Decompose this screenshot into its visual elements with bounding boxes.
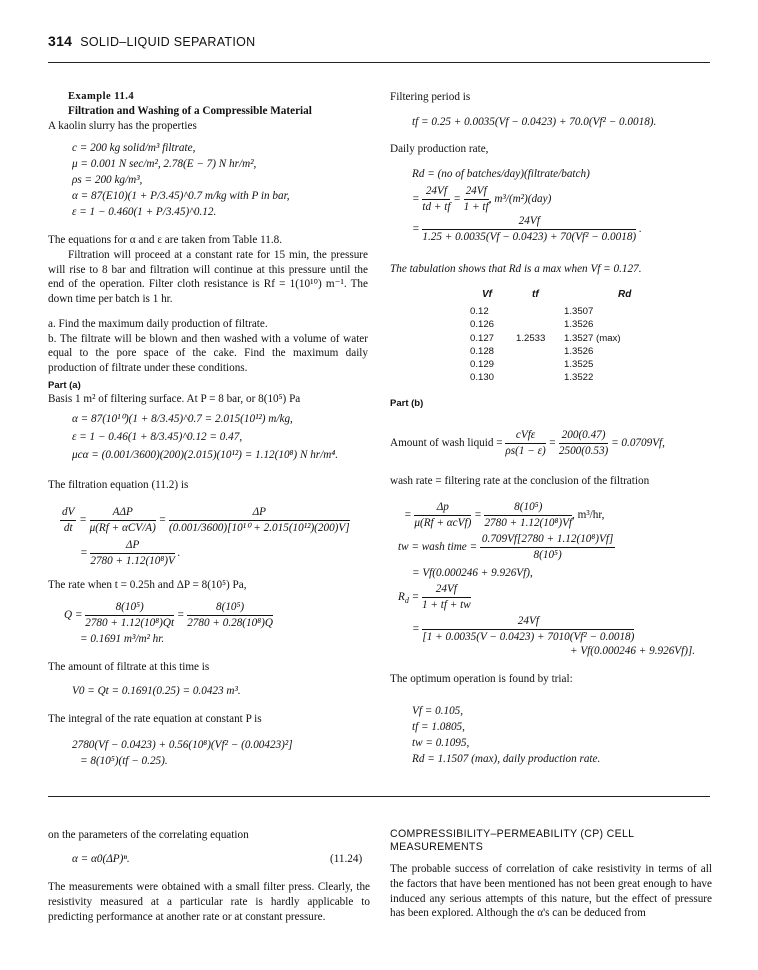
rd-equation-2: = $\frac{24Vf}{\text{1.25 + 0.0035(Vf − 0.0423) + 70(Vf² − 0.0018)}}$ . [412, 215, 642, 243]
task-b: b. The filtrate will be blown and then washed with a volume of water equal to the pore space of the cake. Find the maximum daily production of filtrate under these conditions. [48, 332, 368, 375]
integral-intro: The integral of the rate equation at constant P is [48, 713, 262, 725]
table-header: tf [532, 289, 539, 300]
rd-equation-1: = $\frac{24Vf}{td + tf}$ = $\frac{24Vf}{1 + tf}$ , m³/(m²)(day) [412, 185, 552, 213]
example-label: Example 11.4 [68, 91, 135, 102]
rate-equation: Q = $\frac{\text{8(10⁵)}}{\text{2780 + 1.12(10⁸)Qt}}$ = $\frac{\text{8(10⁵)}}{\text{2780 + 0.28(10⁸)Q}}$ [64, 601, 273, 629]
wash-liquid-result: = 0.0709Vf, [611, 436, 665, 449]
result-line: Vf = 0.105, [412, 705, 464, 717]
integral-equation-2: = 8(10⁵)(tf − 0.25). [80, 755, 168, 767]
bottom-left-intro: on the parameters of the correlating equation [48, 829, 249, 841]
header-rule [48, 62, 710, 63]
fraction: $\frac{\text{8(10⁵)}}{\text{2780 + 0.28(10⁸)Q}}$ [187, 601, 273, 629]
fraction: $\frac{dV}{dt}$ [62, 506, 75, 534]
fraction: $\frac{24Vf}{\text{1.25 + 0.0035(Vf − 0.0423) + 70(Vf² − 0.0018)}}$ [422, 215, 637, 243]
table-row: 0.127 1.2533 1.3527 (max) [470, 332, 621, 344]
wash-liquid-equation: Amount of wash liquid = $\frac{\text{cVfε}}{\rho s(1 - \varepsilon)}$ = $\frac{200(0.47)}{2500(0.53)}$ = 0.0709Vf, [390, 429, 665, 457]
result-line: tw = 0.1095, [412, 736, 470, 749]
integral-equation-1: 2780(Vf − 0.0423) + 0.56(10⁸)(Vf² − (0.00423)²] [72, 739, 293, 751]
page-number: 314 [48, 33, 73, 49]
fraction: $\frac{\Delta p}{\text{μ(Rf + αcVf)}}$ [414, 501, 472, 529]
wash-time-label: tw = wash time = [398, 540, 478, 553]
fraction: $\frac{\text{AΔP}}{\text{μ(Rf + αCV/A)}}$ [89, 506, 156, 534]
wash-rate-equation: = $\frac{\Delta p}{\text{μ(Rf + αcVf)}}$ = $\frac{\text{8(10⁵)}}{\text{2780 + 1.12(10⁸)Vf}}$ , m³/hr, [404, 501, 605, 529]
intro-text: A kaolin slurry has the properties [48, 119, 197, 132]
filtering-period-equation: tf = 0.25 + 0.0035(Vf − 0.0423) + 70.0(Vf² − 0.0018). [412, 116, 657, 128]
rd-definition: Rd = (no of batches/day)(filtrate/batch) [412, 168, 590, 180]
fraction: $\frac{24Vf}{\text{[1 + 0.0035(V − 0.0423) + 7010(Vf² − 0.0018)}}$ [422, 615, 635, 643]
fraction: $\frac{24Vf}{1 + tf}$ [463, 185, 489, 213]
filtration-equation: $\frac{dV}{dt}$ = $\frac{\text{AΔP}}{\text{μ(Rf + αCV/A)}}$ = $\frac{\Delta P}{\text{(0.001/3600)[10¹⁰ + 2.015(10¹²)(200)V]}}$ [62, 506, 350, 534]
fraction: $\frac{\text{0.709Vf[2780 + 1.12(10⁸)Vf]}}{\text{8(10⁵)}}$ [481, 533, 614, 561]
wash-liquid-label: Amount of wash liquid = [390, 436, 503, 449]
correlating-equation: α = α0(ΔP)ⁿ. [72, 853, 130, 865]
property-line: c = 200 kg solid/m³ filtrate, [72, 142, 196, 155]
property-list [48, 141, 368, 221]
rd-wash-equation: $R_d$ = $\frac{24Vf}{1 + tf + tw}$ [398, 583, 471, 611]
table-header: Vf [482, 289, 492, 300]
filtration-equation-intro: The filtration equation (11.2) is [48, 479, 189, 491]
optimum-results [412, 704, 600, 768]
wash-rate-definition: wash rate = filtering rate at the conclusion of the filtration [390, 475, 650, 487]
property-line: μ = 0.001 N sec/m², 2.78(E − 7) N hr/m², [72, 158, 257, 171]
table-row: 0.130 1.3522 [470, 372, 594, 384]
fraction: $\frac{\text{8(10⁵)}}{\text{2780 + 1.12(10⁸)Vf}}$ [484, 501, 573, 529]
property-line: ε = 1 − 0.460(1 + P/3.45)^0.12. [72, 206, 217, 219]
table-header: Rd [618, 289, 632, 300]
optimum-intro: The optimum operation is found by trial: [390, 673, 573, 685]
property-line: α = 87(E10)(1 + P/3.45)^0.7 m/kg with P in bar, [72, 190, 290, 203]
filtration-equation-simplified: = $\frac{\Delta P}{\text{2780 + 1.12(10⁸)V}}$ . [80, 539, 181, 567]
paragraph: Filtration will proceed at a constant rate for 15 min, the pressure will rise to 8 bar and filtration will continue at this pressure until the end of the operation. Filter cloth resistance is Rf = 1(10¹⁰) m⁻¹. The down time per batch is 1 hr. [48, 248, 368, 306]
task-a: a. Find the maximum daily production of filtrate. [48, 317, 268, 330]
table-header-row [470, 288, 631, 301]
result-line: tf = 1.0805, [412, 720, 465, 733]
rd-wash-continuation: + Vf(0.000246 + 9.926Vf)]. [570, 645, 696, 657]
fraction: $\frac{\Delta P}{\text{(0.001/3600)[10¹⁰ + 2.015(10¹²)(200)V]}}$ [169, 506, 350, 534]
amount-intro: The amount of filtrate at this time is [48, 661, 210, 673]
result-line: Rd = 1.1507 (max), daily production rate. [412, 752, 601, 765]
fraction: $\frac{24Vf}{td + tf}$ [422, 185, 451, 213]
section-rule [48, 796, 710, 797]
daily-production-intro: Daily production rate, [390, 143, 489, 155]
table-row: 0.129 1.3525 [470, 359, 594, 371]
wash-time-result: = Vf(0.000246 + 9.926Vf), [412, 567, 533, 579]
left-column [48, 90, 368, 376]
table-body [470, 305, 631, 384]
property-line: ρs = 200 kg/m³, [72, 174, 143, 187]
fraction: $\frac{\text{cVfε}}{\rho s(1 - \varepsilon)}$ [505, 429, 546, 457]
fraction: $\frac{24Vf}{1 + tf + tw}$ [422, 583, 471, 611]
rate-result: = 0.1691 m³/m² hr. [80, 633, 165, 645]
tabulation-intro: The tabulation shows that Rd is a max when Vf = 0.127. [390, 263, 642, 275]
equation-mu-c-alpha: μcα = (0.001/3600)(200)(2.015)(10¹²) = 1.12(10⁸) N hr/m⁴. [72, 449, 339, 461]
equation-number: (11.24) [330, 853, 363, 865]
table-row: 0.128 1.3526 [470, 345, 594, 357]
units: , m³/hr, [572, 508, 605, 521]
table-row: 0.12 1.3507 [470, 306, 594, 318]
rate-intro: The rate when t = 0.25h and ΔP = 8(10⁵) Pa, [48, 579, 247, 591]
results-table [470, 288, 631, 385]
v0-equation: V0 = Qt = 0.1691(0.25) = 0.0423 m³. [72, 685, 241, 697]
example-title: Filtration and Washing of a Compressible Material [68, 104, 312, 117]
table-row: 0.126 1.3526 [470, 319, 594, 331]
running-title: SOLID–LIQUID SEPARATION [80, 35, 256, 49]
fraction: $\frac{\text{8(10⁵)}}{\text{2780 + 1.12(10⁸)Qt}}$ [85, 601, 175, 629]
bottom-left-paragraph: The measurements were obtained with a small filter press. Clearly, the resistivity measured at a particular rate is hardly applicable to predicting performance at another rate or at constant pressure. [48, 881, 370, 923]
equation-epsilon: ε = 1 − 0.46(1 + 8/3.45)^0.12 = 0.47, [72, 431, 243, 443]
rd-wash-expanded: = $\frac{24Vf}{\text{[1 + 0.0035(V − 0.0423) + 7010(Vf² − 0.0018)}}$ [412, 615, 635, 643]
equation-alpha: α = 87(10¹⁰)(1 + 8/3.45)^0.7 = 2.015(10¹²) m/kg, [72, 413, 293, 425]
part-a-heading: Part (a) [48, 380, 81, 391]
part-b-heading: Part (b) [390, 398, 424, 409]
bottom-right-paragraph: The probable success of correlation of cake resistivity in terms of all the factors that have been mentioned has not been great enough to have induced any serious attempts of this nature, but the effect of pressure has been explored. Although the α's can be deduced from [390, 863, 712, 920]
filtering-period-intro: Filtering period is [390, 91, 471, 103]
fraction: $\frac{\Delta P}{\text{2780 + 1.12(10⁸)V}}$ [90, 539, 175, 567]
wash-time-equation [398, 532, 615, 563]
paragraph: The equations for α and ε are taken from Table 11.8. [48, 233, 283, 246]
units: , m³/(m²)(day) [488, 192, 552, 205]
running-header [48, 32, 256, 51]
section-heading: COMPRESSIBILITY–PERMEABILITY (CP) CELL MEASUREMENTS [390, 828, 634, 854]
basis-text: Basis 1 m² of filtering surface. At P = 8 bar, or 8(10⁵) Pa [48, 393, 301, 405]
fraction: $\frac{200(0.47)}{2500(0.53)}$ [558, 429, 609, 457]
